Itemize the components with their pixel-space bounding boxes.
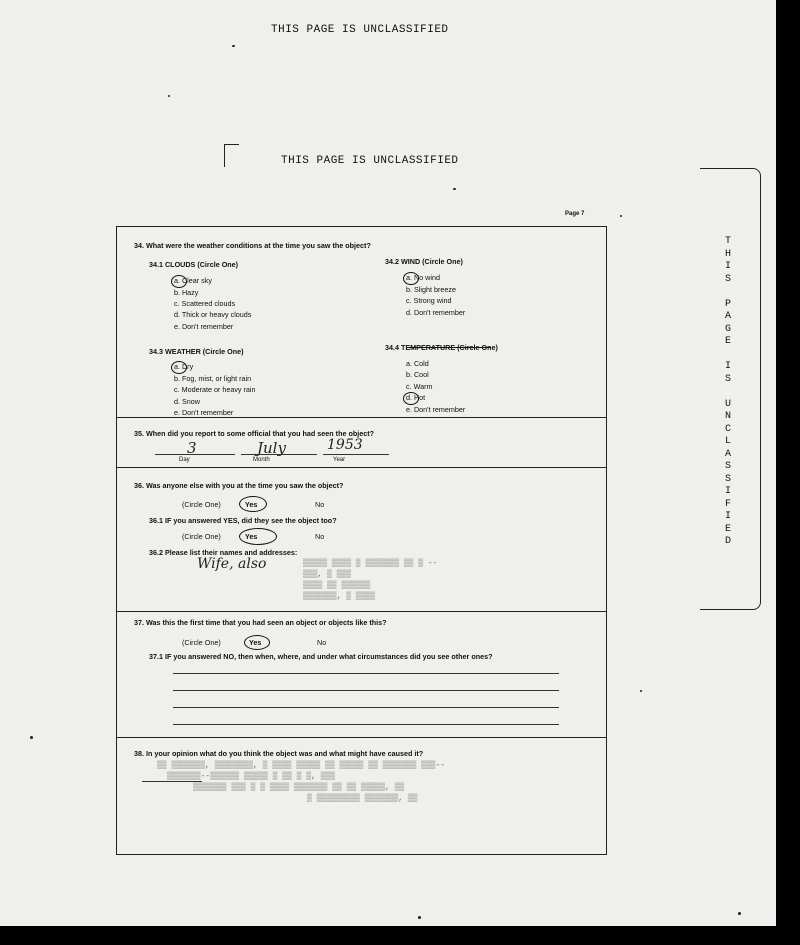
questionnaire-form [116, 226, 607, 855]
side-stamp-letter: I [724, 261, 731, 272]
side-stamp-letter [722, 386, 734, 399]
side-stamp-letter: N [724, 411, 731, 422]
q36-1-question: 36.1 IF you answered YES, did they see the object too? [149, 516, 337, 525]
q37-question: 37. Was this the first time that you had seen an object or objects like this? [134, 618, 387, 627]
temperature-option-e: e. Don't remember [406, 405, 466, 414]
year-label: Year [333, 457, 346, 463]
side-stamp-letter: S [724, 373, 731, 385]
q38-answer-underline [142, 781, 202, 782]
section-37 [117, 611, 606, 738]
q37-yes: Yes [249, 638, 262, 647]
temperature-selected-circle [403, 392, 419, 405]
q36-2-handwritten: Wife, also [197, 556, 267, 572]
q36-question: 36. Was anyone else with you at the time you saw the object? [134, 481, 344, 490]
side-stamp-letter: I [724, 486, 731, 497]
side-stamp-letter: I [724, 511, 731, 522]
temperature-title: 34.4 TEMPERATURE (Circle One) [385, 343, 498, 352]
q35-year-value: 1953 [327, 437, 363, 453]
section-38 [117, 737, 606, 854]
side-stamp-letter: S [724, 473, 731, 485]
side-stamp-letter: D [724, 536, 731, 547]
temperature-option-a: a. Cold [406, 359, 429, 368]
q34-question: 34. What were the weather conditions at the time you saw the object? [134, 241, 371, 250]
clouds-option-a: a. Clear sky [174, 276, 212, 285]
side-stamp-letter: A [724, 448, 731, 460]
side-stamp-letter: E [724, 336, 731, 347]
q38-question: 38. In your opinion what do you think the object was and what might have caused it? [134, 749, 424, 758]
q38-faint-typed-line-1: ▒▒ ▒▒▒▒▒▒▒, ▒▒▒▒▒▒▒▒, ▒ ▒▒▒▒ ▒▒▒▒▒ ▒▒ ▒▒▒▒▒ ▒▒ ▒▒▒▒▒▒▒ ▒▒▒-- [157, 761, 446, 770]
q38-faint-typed-line-2: ▒▒▒▒▒▒▒--▒▒▒▒▒▒ ▒▒▒▒▒ ▒ ▒▒ ▒ ▒, ▒▒▒ [167, 772, 336, 781]
temperature-option-d: d. Hot [406, 393, 426, 402]
side-stamp-letter: U [724, 398, 731, 410]
temperature-option-b: b. Cool [406, 370, 429, 379]
weather-option-e: e. Don't remember [174, 408, 234, 417]
weather-option-d: d. Snow [174, 397, 200, 406]
side-stamp-letter: A [724, 311, 731, 322]
weather-selected-circle [171, 361, 187, 374]
clouds-title: 34.1 CLOUDS (Circle One) [149, 260, 239, 269]
q35-question: 35. When did you report to some official that you had seen the object? [134, 429, 375, 438]
side-stamp-letter: E [724, 523, 731, 535]
side-stamp-letter: C [724, 423, 731, 435]
faint-typed-address-2: ▒▒▒▒ ▒▒ ▒▒▒▒▒▒ [303, 581, 371, 590]
weather-option-a: a. Dry [174, 362, 194, 371]
side-stamp-letter: S [724, 273, 731, 285]
page-number: Page 7 [565, 211, 585, 217]
q37-answer-line-4 [173, 724, 559, 725]
scan-speck [168, 95, 170, 97]
temperature-option-c: c. Warm [406, 382, 433, 391]
corner-mark [224, 144, 239, 167]
faint-typed-address-1: ▒▒▒, ▒ ▒▒▒ [303, 570, 352, 579]
q36-yes: Yes [245, 500, 258, 509]
clouds-option-b: b. Hazy [174, 288, 199, 297]
scan-speck [640, 690, 642, 692]
q38-faint-typed-line-4: ▒ ▒▒▒▒▒▒▒▒▒ ▒▒▒▒▒▒▒, ▒▒ [307, 794, 418, 803]
faint-typed-names: ▒▒▒▒▒ ▒▒▒▒ ▒ ▒▒▒▒▒▒▒ ▒▒ ▒ -- [303, 559, 438, 568]
side-stamp-letter: S [724, 461, 731, 472]
clouds-selected-circle [171, 275, 187, 288]
wind-option-d: d. Don't remember [406, 308, 466, 317]
wind-option-a: a. No wind [406, 273, 440, 282]
wind-option-c: c. Strong wind [406, 296, 452, 305]
side-stamp-letter: T [724, 236, 731, 247]
q36-2-question: 36.2 Please list their names and addresses: [149, 548, 298, 557]
weather-option-c: c. Moderate or heavy rain [174, 385, 256, 394]
q36-circle-one: (Circle One) [182, 500, 221, 509]
q36-1-yes-circle [239, 528, 277, 545]
weather-title: 34.3 WEATHER (Circle One) [149, 347, 244, 356]
day-line [155, 454, 235, 455]
clouds-option-e: e. Don't remember [174, 322, 234, 331]
scan-speck [418, 916, 421, 919]
q37-yes-circle [244, 635, 270, 650]
header-top: THIS PAGE IS UNCLASSIFIED [271, 24, 449, 36]
scan-speck [453, 188, 456, 190]
side-stamp-letter: G [724, 323, 731, 335]
q38-faint-typed-line-3: ▒▒▒▒▒▒▒ ▒▒▒ ▒ ▒ ▒▒▒▒ ▒▒▒▒▒▒▒ ▒▒ ▒▒ ▒▒▒▒▒, ▒▒ [193, 783, 405, 792]
q36-1-no: No [315, 532, 325, 541]
month-label: Month [253, 457, 270, 463]
q37-1-question: 37.1 IF you answered NO, then when, where, and under what circumstances did you see other ones? [149, 652, 493, 661]
wind-title: 34.2 WIND (Circle One) [385, 257, 463, 266]
q37-no: No [317, 638, 327, 647]
side-stamp-letter: F [724, 498, 731, 510]
header-second: THIS PAGE IS UNCLASSIFIED [281, 155, 459, 167]
side-stamp-letter [722, 286, 734, 299]
q36-1-yes: Yes [245, 532, 258, 541]
section-36 [117, 467, 606, 612]
scan-speck [232, 45, 235, 47]
side-stamp [722, 236, 734, 549]
q37-answer-line-3 [173, 707, 559, 708]
side-stamp-letter [722, 349, 734, 362]
side-stamp-letter: I [724, 361, 731, 372]
section-35 [117, 417, 606, 468]
scan-speck [738, 912, 741, 915]
q36-1-circle-one: (Circle One) [182, 532, 221, 541]
day-label: Day [179, 457, 190, 463]
wind-option-b: b. Slight breeze [406, 285, 456, 294]
q37-circle-one: (Circle One) [182, 638, 221, 647]
q37-answer-line-2 [173, 690, 559, 691]
q35-month-value: July [257, 439, 286, 457]
q35-day-value: 3 [187, 439, 197, 457]
side-stamp-letter: P [724, 298, 731, 310]
section-34 [117, 227, 606, 418]
scan-speck [620, 215, 622, 217]
weather-option-b: b. Fog, mist, or light rain [174, 374, 252, 383]
month-line [241, 454, 317, 455]
year-line [323, 454, 389, 455]
q36-yes-circle [239, 496, 267, 512]
side-stamp-letter: L [724, 436, 731, 447]
q37-answer-line-1 [173, 673, 559, 674]
temperature-strike-mark [407, 347, 491, 348]
faint-typed-address-3: ▒▒▒▒▒▒▒, ▒ ▒▒▒▒ [303, 592, 376, 601]
clouds-option-c: c. Scattered clouds [174, 299, 236, 308]
q36-no: No [315, 500, 325, 509]
wind-selected-circle [403, 272, 419, 285]
clouds-option-d: d. Thick or heavy clouds [174, 310, 252, 319]
side-stamp-letter: H [724, 248, 731, 260]
scan-speck [30, 736, 33, 739]
